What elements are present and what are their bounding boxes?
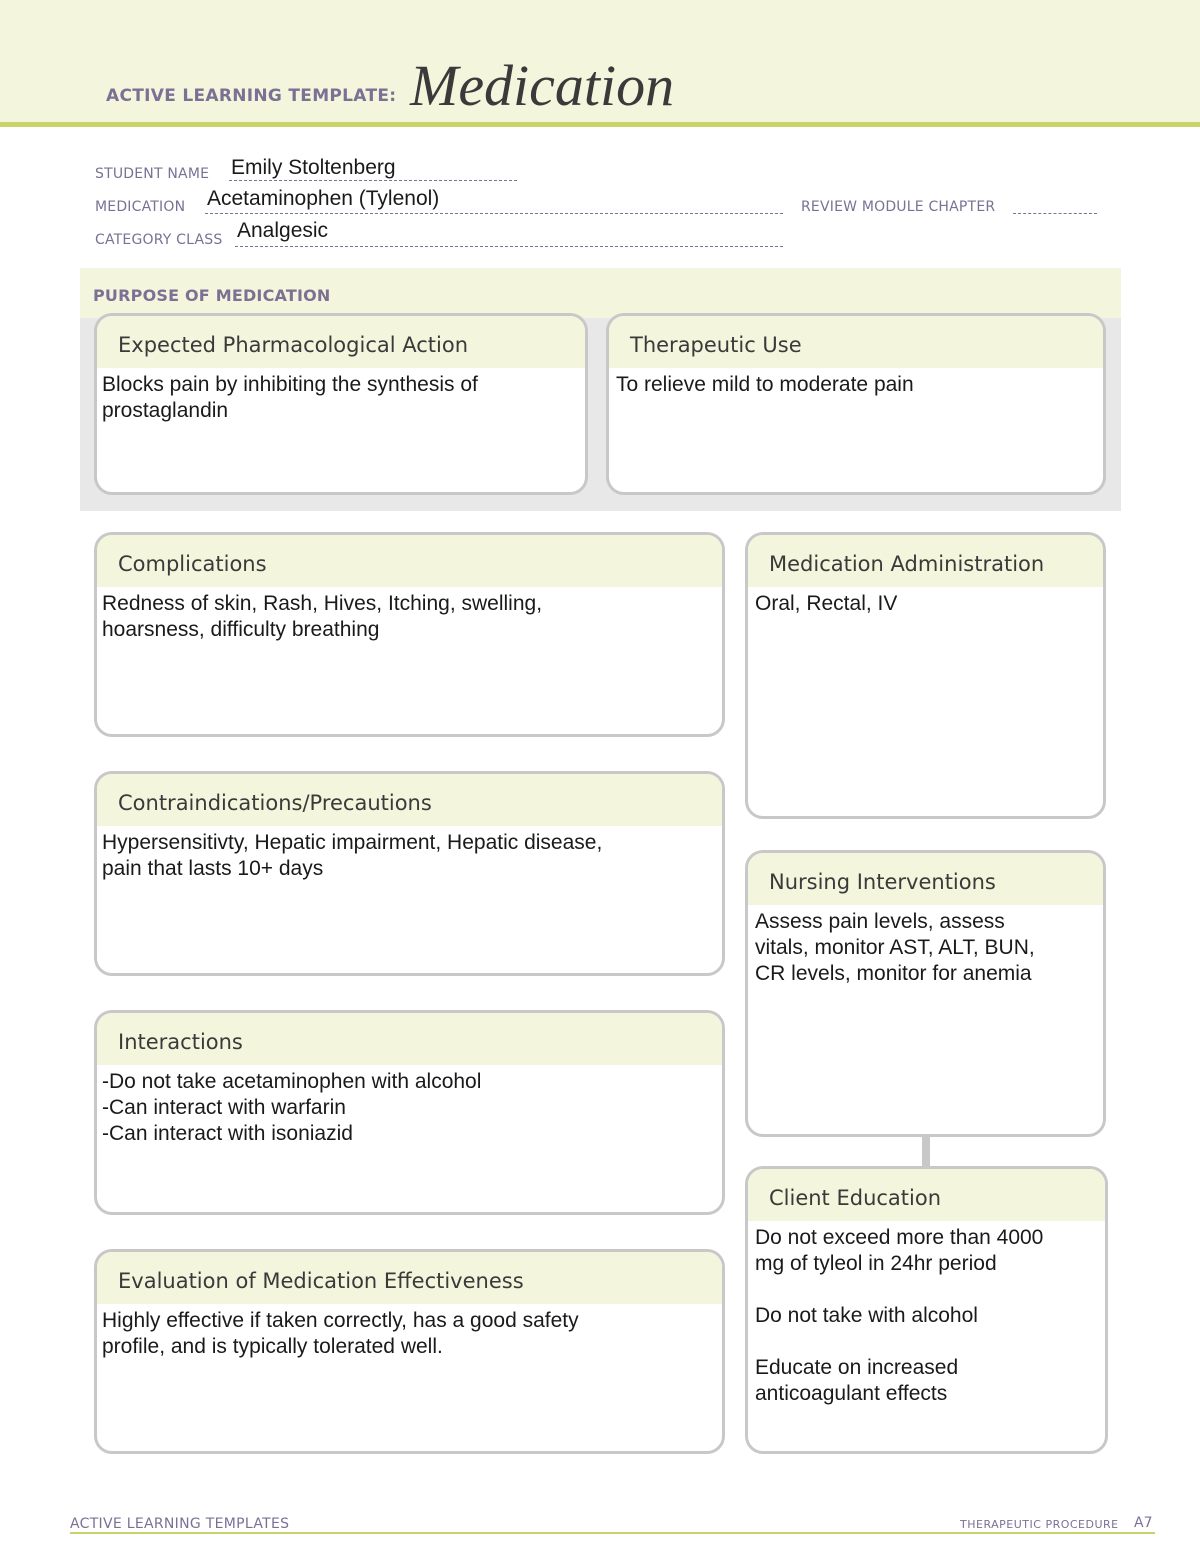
contraindications-text[interactable]: Hypersensitivty, Hepatic impairment, Hepatic disease, pain that lasts 10+ days (102, 831, 603, 880)
medication-field[interactable]: Acetaminophen (Tylenol) (207, 187, 440, 210)
interactions-text[interactable]: -Do not take acetaminophen with alcohol -Can interact with warfarin -Can interact with isoniazid (102, 1070, 482, 1145)
footer-right-label: THERAPEUTIC PROCEDURE (960, 1518, 1119, 1531)
therapeutic-use-title: Therapeutic Use (609, 316, 1103, 368)
student-name-label: STUDENT NAME (95, 166, 210, 182)
evaluation-box (94, 1249, 725, 1454)
nursing-interventions-box (745, 850, 1106, 1137)
category-class-field[interactable]: Analgesic (237, 219, 329, 242)
page-title: Medication (410, 53, 675, 118)
evaluation-title: Evaluation of Medication Effectiveness (97, 1252, 722, 1304)
complications-title: Complications (97, 535, 722, 587)
medication-label: MEDICATION (95, 199, 186, 215)
administration-title: Medication Administration (748, 535, 1103, 587)
footer-page-number: A7 (1134, 1515, 1153, 1531)
nursing-interventions-title: Nursing Interventions (748, 853, 1103, 905)
purpose-label: PURPOSE OF MEDICATION (93, 286, 331, 305)
interactions-box (94, 1010, 725, 1215)
nursing-interventions-text[interactable]: Assess pain levels, assess vitals, monitor AST, ALT, BUN, CR levels, monitor for anemia (755, 910, 1035, 985)
client-education-box (745, 1166, 1108, 1454)
complications-text[interactable]: Redness of skin, Rash, Hives, Itching, swelling, hoarsness, difficulty breathing (102, 592, 543, 641)
evaluation-text[interactable]: Highly effective if taken correctly, has a good safety profile, and is typically tolerated well. (102, 1309, 579, 1358)
complications-box (94, 532, 725, 737)
review-module-label: REVIEW MODULE CHAPTER (801, 199, 996, 215)
client-education-text[interactable]: Do not exceed more than 4000 mg of tyleol in 24hr period Do not take with alcohol Educate on increased anticoagulant effects (755, 1226, 1044, 1405)
expected-action-box (94, 313, 588, 495)
therapeutic-use-box (606, 313, 1106, 495)
interactions-title: Interactions (97, 1013, 722, 1065)
administration-text[interactable]: Oral, Rectal, IV (755, 592, 898, 615)
expected-action-title: Expected Pharmacological Action (97, 316, 585, 368)
header-rule (0, 122, 1200, 127)
footer-rule (70, 1532, 1155, 1534)
contraindications-box (94, 771, 725, 976)
therapeutic-use-text[interactable]: To relieve mild to moderate pain (616, 373, 914, 396)
connector-bar (922, 1134, 930, 1166)
contraindications-title: Contraindications/Precautions (97, 774, 722, 826)
client-education-title: Client Education (748, 1169, 1105, 1221)
template-label: ACTIVE LEARNING TEMPLATE: (106, 86, 397, 106)
review-module-line (1013, 192, 1097, 214)
student-name-field[interactable]: Emily Stoltenberg (231, 156, 396, 179)
category-class-label: CATEGORY CLASS (95, 232, 223, 248)
footer-left-label: ACTIVE LEARNING TEMPLATES (70, 1516, 290, 1532)
administration-box (745, 532, 1106, 819)
expected-action-text[interactable]: Blocks pain by inhibiting the synthesis of prostaglandin (102, 373, 478, 422)
